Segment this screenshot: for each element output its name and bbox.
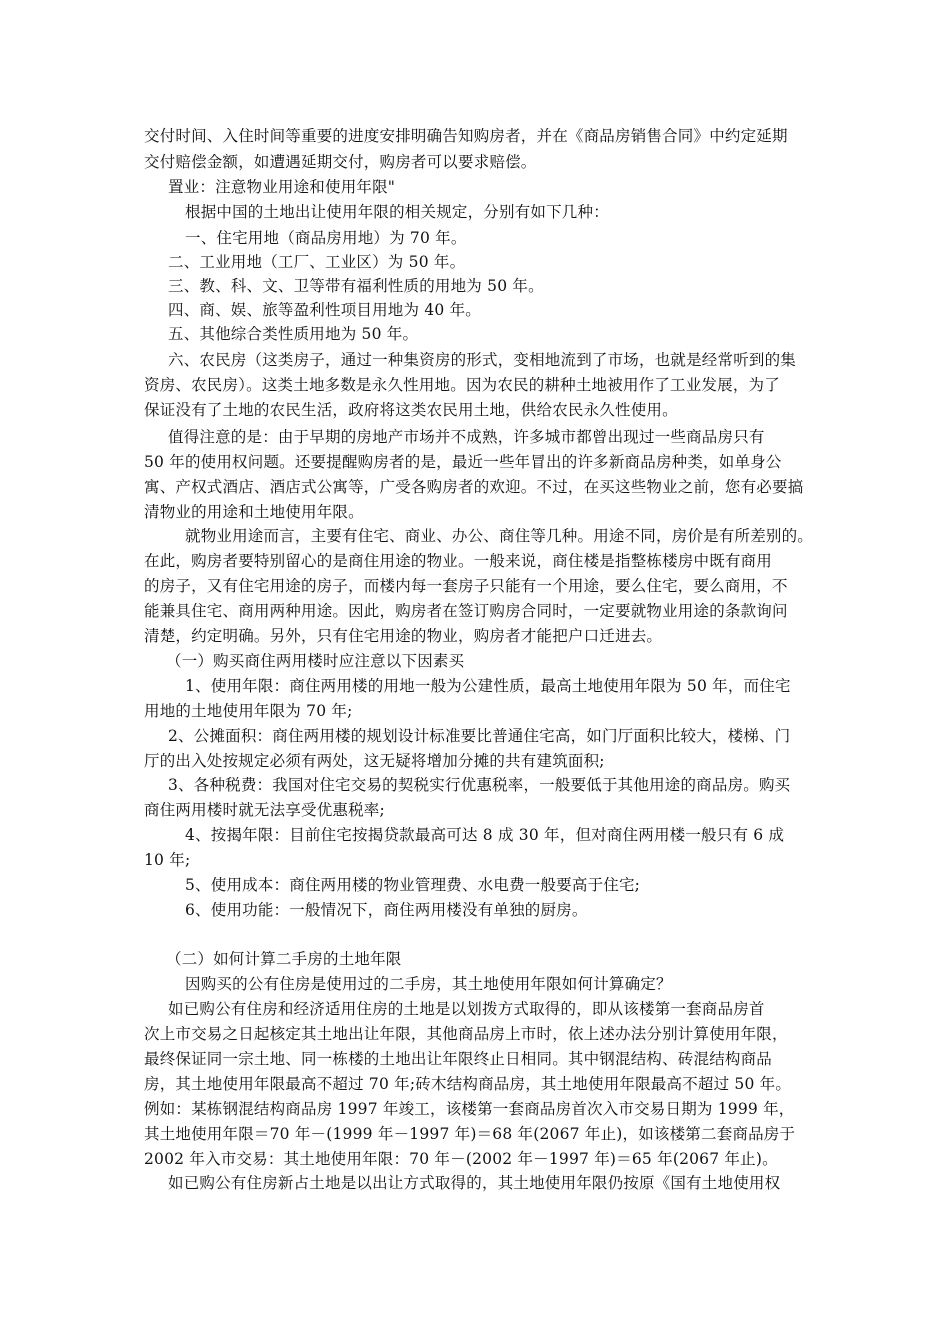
text-line: 清楚，约定明确。另外，只有住宅用途的物业，购房者才能把户口迁进去。	[144, 627, 663, 645]
text-line: 因购买的公有住房是使用过的二手房，其土地使用年限如何计算确定？	[185, 975, 672, 993]
text-line: 就物业用途而言，主要有住宅、商业、办公、商住等几种。用途不同，房价是有所差别的。	[185, 527, 814, 545]
text-line: 资房、农民房）。这类土地多数是永久性用地。因为农民的耕种土地被用作了工业发展，为了	[144, 376, 780, 394]
text-line: 50 年的使用权问题。还要提醒购房者的是，最近一些年冒出的许多新商品房种类，如单身公	[144, 453, 782, 471]
list-item: 五、其他综合类性质用地为 50 年。	[168, 325, 419, 343]
text-line: 根据中国的土地出让使用年限的相关规定，分别有如下几种：	[185, 203, 609, 221]
list-item: 4、按揭年限：目前住宅按揭贷款最高可达 8 成 30 年，但对商住两用楼一般只有 6 成	[185, 826, 785, 844]
text-line: 其土地使用年限＝70 年－(1999 年－1997 年)＝68 年(2067 年止)，如该楼第二套商品房于	[144, 1125, 796, 1143]
text-line: 交付时间、入住时间等重要的进度安排明确告知购房者，并在《商品房销售合同》中约定延期	[144, 127, 788, 145]
list-item: 1、使用年限：商住两用楼的用地一般为公建性质，最高土地使用年限为 50 年，而住宅	[185, 677, 791, 695]
list-item: 四、商、娱、旅等盈利性项目用地为 40 年。	[168, 301, 481, 319]
text-line: 值得注意的是：由于早期的房地产市场并不成熟，许多城市都曾出现过一些商品房只有	[168, 428, 765, 446]
list-item: 六、农民房（这类房子，通过一种集资房的形式，变相地流到了市场，也就是经常听到的集	[168, 351, 797, 369]
list-item: 2、公摊面积：商住两用楼的规划设计标准要比普通住宅高，如门厅面积比较大，楼梯、门	[168, 727, 791, 745]
list-item: 三、教、科、文、卫等带有福利性质的用地为 50 年。	[168, 277, 544, 295]
text-line: 能兼具住宅、商用两种用途。因此，购房者在签订购房合同时，一定要就物业用途的条款询问	[144, 602, 788, 620]
text-line: 在此，购房者要特别留心的是商住用途的物业。一般来说，商住楼是指整栋楼房中既有商用	[144, 552, 773, 570]
text-line: 2002 年入市交易：其土地使用年限：70 年－(2002 年－1997 年)＝65 年(2067 年止)。	[144, 1150, 778, 1168]
text-line: 如已购公有住房和经济适用住房的土地是以划拨方式取得的，即从该楼第一套商品房首	[168, 1000, 765, 1018]
text-line: 用地的土地使用年限为 70 年;	[144, 702, 353, 720]
list-item: 5、使用成本：商住两用楼的物业管理费、水电费一般要高于住宅;	[185, 876, 641, 894]
text-line: 最终保证同一宗土地、同一栋楼的土地出让年限终止日相同。其中钢混结构、砖混结构商品	[144, 1050, 773, 1068]
list-item: 6、使用功能：一般情况下，商住两用楼没有单独的厨房。	[185, 901, 588, 919]
text-line: 清物业的用途和土地使用年限。	[144, 503, 364, 521]
section-heading: 置业：注意物业用途和使用年限"	[168, 178, 396, 196]
list-item: 3、各种税费：我国对住宅交易的契税实行优惠税率，一般要低于其他用途的商品房。购买	[168, 776, 791, 794]
text-line: 交付赔偿金额，如遭遇延期交付，购房者可以要求赔偿。	[144, 153, 537, 171]
text-line: 厅的出入处按规定必须有两处，这无疑将增加分摊的共有建筑面积;	[144, 752, 605, 770]
text-line: 房，其土地使用年限最高不超过 70 年;砖木结构商品房，其土地使用年限最高不超过 50 年。	[144, 1075, 792, 1093]
text-line: 10 年;	[144, 851, 191, 869]
text-line: 寓、产权式酒店、酒店式公寓等，广受各购房者的欢迎。不过，在买这些物业之前，您有必要搞	[144, 478, 804, 496]
list-item: 二、工业用地（工厂、工业区）为 50 年。	[168, 253, 466, 271]
text-line: 如已购公有住房新占土地是以出让方式取得的，其土地使用年限仍按原《国有土地使用权	[168, 1174, 781, 1192]
list-item: 一、住宅用地（商品房用地）为 70 年。	[185, 229, 467, 247]
text-line: 保证没有了土地的农民生活，政府将这类农民用土地，供给农民永久性使用。	[144, 401, 678, 419]
text-line: 商住两用楼时就无法享受优惠税率;	[144, 801, 385, 819]
section-heading: （二）如何计算二手房的土地年限	[166, 950, 402, 968]
text-line: 例如：某栋钢混结构商品房 1997 年竣工，该楼第一套商品房首次入市交易日期为 1999 年，	[144, 1100, 795, 1118]
text-line: 的房子，又有住宅用途的房子，而楼内每一套房子只能有一个用途，要么住宅，要么商用，不	[144, 577, 788, 595]
text-line: 次上市交易之日起核定其土地出让年限，其他商品房上市时，依上述办法分别计算使用年限，	[144, 1025, 788, 1043]
section-heading: （一）购买商住两用楼时应注意以下因素买	[166, 652, 465, 670]
